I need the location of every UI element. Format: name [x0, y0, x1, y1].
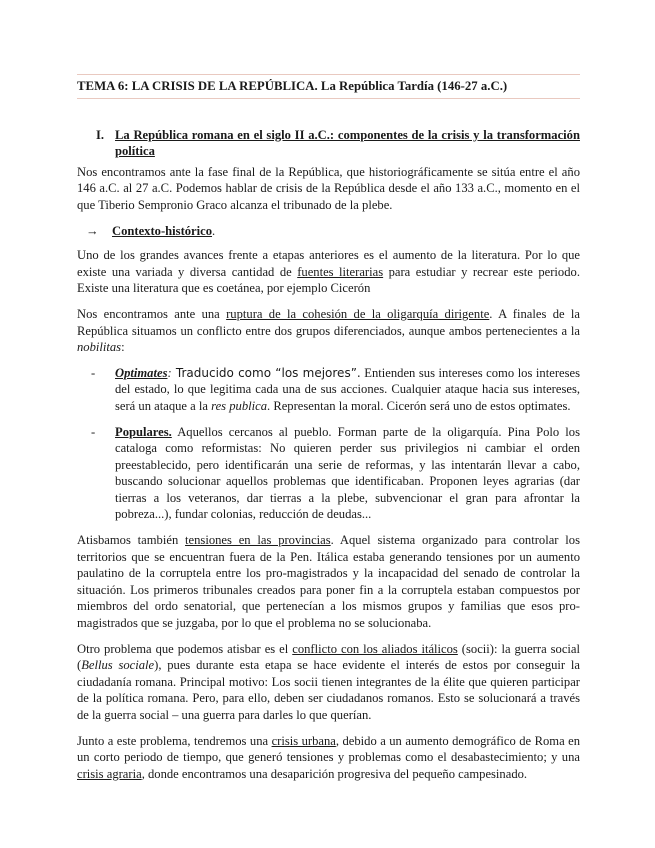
text-span: ), pues durante esta etapa se hace evidente el interés de estos por conseguir la ciudadanía romana. Principal motivo: Los socii tienen integrantes de la élite que quieren participar de la política romana. Pero, para ello, deben ser ciudadanos romanos. Esto se solucionará a través de la guerra social – una guerra para darles lo que querían. [77, 658, 580, 722]
context-period: . [212, 223, 216, 238]
underlined-term-fuentes: fuentes literarias [297, 264, 384, 279]
text-span: : [121, 340, 125, 355]
underlined-term-ruptura: ruptura de la cohesión de la oligarquía dirigente [226, 306, 490, 321]
section-heading [77, 127, 580, 160]
term-optimates: Optimates [115, 365, 168, 380]
list-item-body [115, 424, 580, 524]
list-item-body [115, 365, 580, 415]
text-span: para estudiar y recrear este periodo. Existe una literatura que es coetánea, por ejemplo Cicerón [77, 264, 580, 296]
underlined-term-crisis-agraria: crisis agraria [77, 766, 142, 781]
paragraph-intro: Nos encontramos ante la fase final de la República, que historiográficamente se sitúa entre el año 146 a.C. al 27 a.C. Podemos hablar de crisis de la República desde el año 133 a.C., momento en el que Tiberio Sempronio Graco alcanza el tribunado de la plebe. [77, 164, 580, 212]
section-title: La República romana en el siglo II a.C.: componentes de la crisis y la transformación política [115, 127, 580, 159]
arrow-right-icon: → [86, 223, 99, 238]
text-span: Aquellos cercanos al pueblo. Forman parte de la oligarquía. Pina Polo los cataloga como reformistas: No quieren perder sus privilegios ni cambiar el orden preestablecido, pero identificarán una serie de reformas, y las intentarán llevar a cabo, buscando solucionar aquellos problemas que identificaban. Proponen leyes agrarias (dar tierras a los veteranos, dar tierras a la plebe, subvencionar el gran para afrontar la pobreza...), fundar colonias, reducción de deudas... [115, 424, 580, 522]
list-dash: - [91, 424, 96, 439]
paragraph-provinces [77, 532, 580, 632]
document-page [77, 74, 580, 791]
text-span: Atisbamos también [77, 533, 186, 548]
italic-term-nobilitas: nobilitas [77, 340, 122, 355]
page-title: TEMA 6: LA CRISIS DE LA REPÚBLICA. La República Tardía (146-27 a.C.) [77, 78, 580, 99]
underlined-term-conflicto: conflicto con los aliados itálicos [292, 641, 458, 656]
context-label: Contexto-histórico [112, 223, 213, 238]
text-span: (socii): la guerra social ( [77, 641, 581, 673]
paragraph-oligarchy [77, 306, 580, 356]
text-span: , donde encontramos una desaparición progresiva del pequeño campesinado. [141, 766, 528, 781]
list-item-optimates [77, 365, 580, 415]
text-span: . Aquel sistema organizado para controlar los territorios que se encuentran fuera de la Pen. Itálica estaba generando tensiones por un aumento paulatino de la corruptela entre los pro-magistrados y la incapacidad del senado de controlar la situación. Los primeros tribunales creados para poner fin a la corruptela estaban compuestos por miembros del ordo senatorial, que pertenecían a los mismos grupos y familias que esos pro-magistrados que se juzgaba, por lo que el problema no se solucionaba. [77, 533, 580, 631]
paragraph-literature [77, 247, 580, 297]
section-number: I. [96, 127, 105, 142]
text-span: . Representan la moral. Cicerón será uno de estos optimates. [267, 398, 571, 413]
list-dash: - [91, 365, 96, 380]
term-colon: : [167, 365, 172, 380]
text-span: Uno de los grandes avances frente a etapas anteriores es el aumento de la literatura. Por lo que existe una variada y diversa cantidad de [77, 248, 580, 279]
text-span: , debido a un aumento demográfico de Roma en un corto periodo de tiempo, que generó tensiones y problemas como el desabastecimiento; y una [77, 733, 581, 765]
paragraph-allies [77, 641, 580, 724]
italic-term-res-publica: res publica [211, 398, 268, 413]
text-span: Entienden sus intereses como los intereses del estado, lo que legitima cada una de sus acciones. Cualquier ataque hacia sus intereses, será un ataque a la [115, 365, 580, 413]
term-populares: Populares. [115, 424, 172, 439]
list-item-populares [77, 424, 580, 524]
top-rule [77, 74, 580, 75]
underlined-term-crisis-urbana: crisis urbana [271, 733, 336, 748]
text-span: . A finales de la República situamos un conflicto entre dos grupos diferenciados, aunque ambos pertenecientes a la [77, 306, 580, 338]
text-span: Otro problema que podemos atisbar es el [77, 641, 293, 656]
paragraph-crisis [77, 733, 580, 783]
translation-text: Traducido como “los mejores”. [171, 365, 361, 380]
underlined-term-tensiones: tensiones en las provincias [185, 533, 331, 548]
text-span: Nos encontramos ante una [77, 306, 227, 321]
text-span: Junto a este problema, tendremos una [77, 733, 272, 748]
context-heading [77, 223, 580, 240]
italic-term-bellus-sociale: Bellus sociale [81, 658, 155, 673]
